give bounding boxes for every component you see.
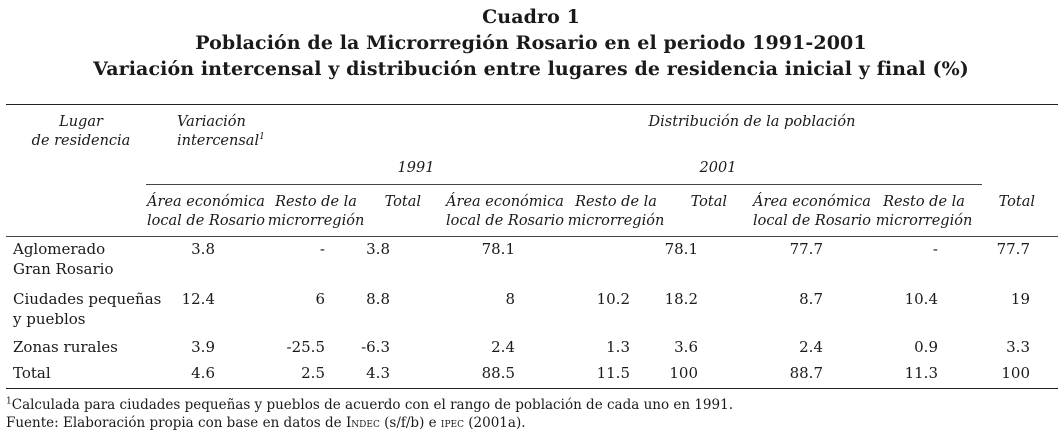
row-value: 12.4 [181,290,215,308]
row-value: 3.9 [191,338,215,356]
row-value: 2.4 [799,338,823,356]
table-bottom-rule [6,388,1058,389]
row-value: 6 [315,290,325,308]
sub-rest-2001b-l1: Resto de la [883,194,965,210]
row-value: 10.4 [904,290,938,308]
row-value: 11.5 [596,364,630,382]
row-value: 8.8 [366,290,390,308]
header-variation-line1: Variación [177,114,246,130]
sub-total-2001b: Total [998,194,1035,210]
row-value: 77.7 [789,240,823,258]
table-top-rule [6,104,1058,105]
row-value: - [319,240,325,258]
sub-area-2001b-l1: Área económica [753,194,871,210]
header-place-line1: Lugar [59,114,103,130]
row-value: 3.8 [191,240,215,258]
sub-area-1991-l1: Área económica [147,194,265,210]
caption-title: Población de la Microrregión Rosario en el periodo 1991-2001 [195,32,867,54]
row-value: 10.2 [596,290,630,308]
row-value: 88.5 [481,364,515,382]
sub-area-2001a-l2: local de Rosario [446,213,564,229]
row-value: 100 [1001,364,1030,382]
header-distribution: Distribución de la población [648,114,856,130]
header-bottom-rule [6,236,1058,237]
row-value: 18.2 [664,290,698,308]
sub-area-2001a-l1: Área económica [446,194,564,210]
header-variation-line2: intercensal$^1$ [177,132,265,149]
row-value: 8.7 [799,290,823,308]
footnote-1: $^1$Calculada para ciudades pequeñas y pueblos de acuerdo con el rango de población de cada uno en 1991. [6,396,733,413]
caption-subtitle: Variación intercensal y distribución entre lugares de residencia inicial y final (%) [93,58,969,80]
header-place-line2: de residencia [31,133,131,149]
row-value: 100 [669,364,698,382]
row-value: 88.7 [789,364,823,382]
row-value: 1.3 [606,338,630,356]
sub-rest-1991-l2: microrregión [267,213,365,229]
row-value: - [932,240,938,258]
row-value: 19 [1010,290,1030,308]
sub-total-1991: Total [384,194,421,210]
sub-area-2001b-l2: local de Rosario [753,213,871,229]
row-value: 3.3 [1006,338,1030,356]
row-value: 77.7 [996,240,1030,258]
row-place: Aglomerado [13,240,106,258]
sub-area-1991-l2: local de Rosario [147,213,265,229]
row-value: 2.4 [491,338,515,356]
row-place: Ciudades pequeñas [13,290,162,308]
sub-rest-2001b-l2: microrregión [875,213,973,229]
row-value: 4.3 [366,364,390,382]
caption-number: Cuadro 1 [482,6,580,28]
row-value: 3.8 [366,240,390,258]
row-value: 8 [505,290,515,308]
row-value: -25.5 [286,338,325,356]
row-value: 78.1 [481,240,515,258]
row-value: 11.3 [904,364,938,382]
row-place-cont: Gran Rosario [13,260,114,278]
row-value: 2.5 [301,364,325,382]
row-place-cont: y pueblos [13,310,86,328]
sub-rest-2001a-l1: Resto de la [575,194,657,210]
sub-total-2001a: Total [690,194,727,210]
row-place: Zonas rurales [13,338,118,356]
table-caption [0,4,1062,82]
header-year-2001: 2001 [699,160,737,176]
row-place: Total [13,364,51,382]
sub-rest-2001a-l2: microrregión [567,213,665,229]
footnote-source: Fuente: Elaboración propia con base en datos de Indec (s/f/b) e ipec (2001a). [6,415,526,431]
header-sub-rule [146,184,982,185]
sub-rest-1991-l1: Resto de la [275,194,357,210]
row-value: -6.3 [361,338,390,356]
header-year-1991: 1991 [397,160,435,176]
row-value: 0.9 [914,338,938,356]
row-value: 3.6 [674,338,698,356]
row-value: 4.6 [191,364,215,382]
row-value: 78.1 [664,240,698,258]
